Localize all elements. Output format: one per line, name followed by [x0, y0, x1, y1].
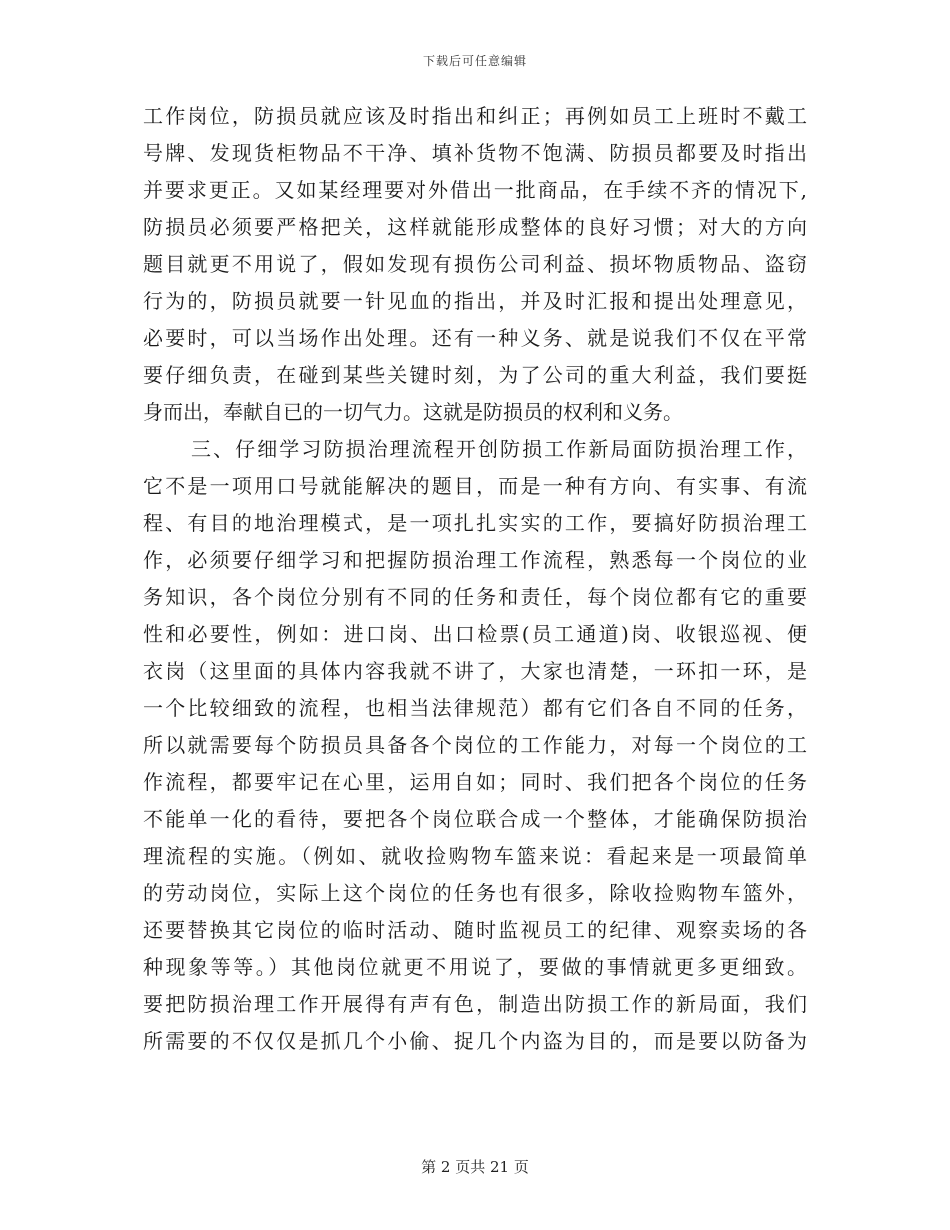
text-line: 身而出，奉献自已的一切气力。这就是防损员的权利和义务。 — [143, 400, 683, 424]
text-line: 要把防损治理工作开展得有声有色，制造出防损工作的新局面，我们 — [143, 992, 807, 1016]
text-line: 号牌、发现货柜物品不干净、填补货物不饱满、防损员都要及时指出 — [143, 141, 807, 165]
text-line: 工作岗位，防损员就应该及时指出和纠正；再例如员工上班时不戴工 — [143, 104, 807, 128]
text-line: 还要替换其它岗位的临时活动、随时监视员工的纪律、观察卖场的各 — [143, 918, 807, 942]
text-line: 作流程，都要牢记在心里，运用自如；同时、我们把各个岗位的任务 — [143, 770, 807, 794]
text-line: 三、仔细学习防损治理流程开创防损工作新局面防损治理工作， — [191, 437, 807, 461]
text-line: 要仔细负责，在碰到某些关键时刻，为了公司的重大利益，我们要挺 — [143, 363, 807, 387]
page-number: 第 2 页共 21 页 — [421, 1158, 529, 1176]
text-line: 题目就更不用说了，假如发现有损伤公司利益、损坏物质物品、盗窃 — [143, 252, 807, 276]
text-line: 所以就需要每个防损员具备各个岗位的工作能力，对每一个岗位的工 — [143, 733, 807, 757]
text-line: 种现象等等。）其他岗位就更不用说了，要做的事情就更多更细致。 — [143, 955, 807, 979]
document-body — [143, 98, 807, 1060]
text-line: 作，必须要仔细学习和把握防损治理工作流程，熟悉每一个岗位的业 — [143, 548, 807, 572]
text-line: 衣岗（这里面的具体内容我就不讲了，大家也清楚，一环扣一环，是 — [143, 659, 807, 683]
text-line: 所需要的不仅仅是抓几个小偷、捉几个内盗为目的，而是要以防备为 — [143, 1029, 807, 1053]
text-line: 行为的，防损员就要一针见血的指出，并及时汇报和提出处理意见， — [143, 289, 807, 313]
paragraph — [143, 431, 807, 1060]
text-line: 性和必要性，例如：进口岗、出口检票(员工通道)岗、收银巡视、便 — [143, 622, 807, 646]
text-line: 理流程的实施。（例如、就收捡购物车篮来说：看起来是一项最简单 — [143, 844, 807, 868]
text-line: 务知识，各个岗位分别有不同的任务和责任，每个岗位都有它的重要 — [143, 585, 807, 609]
text-line: 并要求更正。又如某经理要对外借出一批商品，在手续不齐的情况下, — [143, 178, 807, 202]
text-line: 的劳动岗位，实际上这个岗位的任务也有很多，除收捡购物车篮外， — [143, 881, 807, 905]
text-line: 必要时，可以当场作出处理。还有一种义务、就是说我们不仅在平常 — [143, 326, 807, 350]
paragraph — [143, 98, 807, 431]
text-line: 一个比较细致的流程，也相当法律规范）都有它们各自不同的任务， — [143, 696, 807, 720]
text-line: 不能单一化的看待，要把各个岗位联合成一个整体，才能确保防损治 — [143, 807, 807, 831]
page-header: 下载后可任意编辑 — [422, 54, 527, 68]
text-line: 它不是一项用口号就能解决的题目，而是一种有方向、有实事、有流 — [143, 474, 807, 498]
text-line: 防损员必须要严格把关，这样就能形成整体的良好习惯；对大的方向 — [143, 215, 807, 239]
text-line: 程、有目的地治理模式，是一项扎扎实实的工作，要搞好防损治理工 — [143, 511, 807, 535]
